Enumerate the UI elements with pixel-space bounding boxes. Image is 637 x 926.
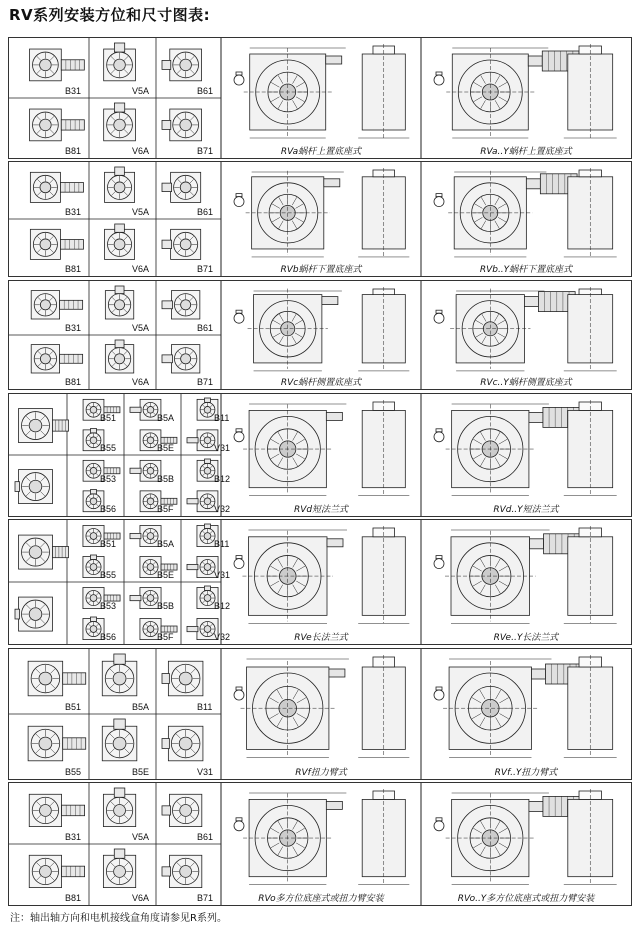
drawing-caption: RVd短法兰式 [293, 505, 349, 515]
footnote: 注：轴出轴方向和电机接线盒角度请参见R系列。 [10, 913, 227, 924]
drawing-caption: RVo多方位底座式或扭力臂安装 [258, 894, 384, 904]
mount-position-label: V6A [132, 146, 150, 156]
gearbox-pictogram [19, 409, 69, 443]
mount-position-label: B51 [100, 539, 117, 549]
section-b [8, 161, 632, 277]
dimension-drawing [234, 400, 409, 496]
gearbox-pictogram [31, 345, 82, 373]
gearbox-pictogram [29, 794, 84, 826]
mount-position-label: B55 [100, 443, 117, 453]
mount-position-label: V31 [197, 767, 214, 777]
mount-position-label: B11 [214, 412, 230, 423]
drawing-caption: RVo..Y多方位底座式或扭力臂安装 [457, 894, 595, 904]
drawing-caption: RVe长法兰式 [294, 633, 348, 643]
gearbox-pictogram [102, 654, 137, 696]
mount-position-label: B5B [157, 473, 175, 484]
mount-position-label: B55 [65, 767, 82, 777]
gearbox-pictogram [162, 726, 203, 761]
mount-position-label: V6A [132, 264, 150, 274]
mount-position-label: V6A [132, 377, 150, 387]
mount-position-label: B61 [197, 323, 214, 333]
drawing-caption: RVb蜗杆下置底座式 [280, 265, 362, 275]
mount-position-label: B55 [100, 570, 117, 580]
section-f [8, 648, 632, 780]
gearbox-pictogram [28, 661, 86, 696]
drawing-caption: RVc..Y蜗杆侧置底座式 [480, 378, 572, 388]
dimension-drawing [234, 655, 409, 757]
mount-position-label: B81 [65, 264, 82, 274]
mount-position-label: B81 [65, 893, 82, 903]
mount-position-label: B71 [197, 893, 214, 903]
gearbox-pictogram [104, 103, 136, 141]
mount-position-label: B71 [197, 146, 214, 156]
mount-position-label: B53 [100, 601, 117, 611]
gearbox-pictogram [162, 345, 200, 373]
gearbox-pictogram [162, 291, 200, 319]
gearbox-pictogram [162, 229, 201, 259]
mount-position-label: B12 [214, 601, 231, 611]
gearbox-pictogram [105, 340, 133, 373]
dimension-drawing [434, 526, 617, 623]
dimension-drawing [434, 655, 617, 757]
mount-position-label: V5A [132, 323, 150, 333]
mount-position-label: B61 [197, 832, 214, 842]
gearbox-pictogram [15, 597, 53, 631]
mount-position-label: B5E [157, 570, 175, 580]
gearbox-pictogram [28, 726, 86, 761]
dimension-drawing [434, 400, 617, 496]
mount-position-label: B51 [100, 412, 117, 423]
section-o [8, 782, 632, 906]
gearbox-pictogram [30, 49, 85, 81]
dimension-drawing [434, 789, 617, 885]
dimension-drawing [234, 168, 409, 257]
mount-position-label: V31 [214, 443, 231, 453]
mount-position-label: B71 [197, 377, 214, 387]
drawing-caption: RVc蜗杆侧置底座式 [280, 378, 362, 388]
mount-position-label: V31 [214, 570, 231, 580]
gearbox-pictogram [29, 855, 84, 887]
section-d [8, 393, 632, 517]
mount-position-label: B31 [65, 323, 82, 333]
mount-position-label: V32 [214, 504, 231, 514]
gearbox-pictogram [19, 535, 69, 569]
gearbox-pictogram [103, 849, 135, 888]
drawing-caption: RVa..Y蜗杆上置底座式 [480, 147, 572, 157]
mount-position-label: B11 [214, 539, 230, 549]
mount-position-label: B11 [197, 702, 213, 712]
mount-position-label: B61 [197, 207, 214, 217]
gearbox-pictogram [162, 49, 202, 81]
mount-position-label: B53 [100, 473, 117, 484]
dimension-drawing [234, 44, 409, 138]
page-title: RV系列安装方位和尺寸图表: [9, 6, 211, 24]
gearbox-pictogram [15, 470, 53, 504]
mount-position-label: B81 [65, 377, 82, 387]
drawing-caption: RVd..Y短法兰式 [493, 505, 559, 515]
gearbox-pictogram [162, 109, 202, 141]
gearbox-pictogram [31, 291, 82, 319]
dimension-drawing [234, 526, 409, 623]
drawing-caption: RVe..Y长法兰式 [493, 633, 559, 643]
gearbox-pictogram [30, 229, 83, 259]
mount-position-label: B5F [157, 632, 174, 642]
mount-position-label: B31 [65, 832, 82, 842]
gearbox-pictogram [30, 172, 83, 202]
dimension-drawing [434, 44, 617, 138]
gearbox-pictogram [30, 109, 85, 141]
gearbox-pictogram [162, 794, 202, 826]
mount-position-label: B61 [197, 86, 214, 96]
drawing-caption: RVf扭力臂式 [295, 768, 347, 778]
mount-position-label: B5A [132, 702, 150, 712]
mount-position-label: B56 [100, 632, 117, 642]
gearbox-pictogram [105, 167, 135, 202]
mount-position-label: B5E [132, 767, 150, 777]
gearbox-pictogram [162, 661, 203, 696]
dimension-drawing [234, 789, 409, 885]
gearbox-pictogram [105, 224, 135, 259]
gearbox-pictogram [105, 286, 133, 319]
mount-position-label: B5F [157, 504, 174, 514]
gearbox-pictogram [102, 719, 137, 761]
mount-position-label: B56 [100, 504, 117, 514]
mount-position-label: B81 [65, 146, 82, 156]
gearbox-pictogram [103, 788, 135, 827]
dimension-drawing [434, 168, 617, 257]
mount-position-label: B5B [157, 601, 175, 611]
section-a [8, 37, 632, 159]
drawing-caption: RVb..Y蜗杆下置底座式 [479, 265, 573, 275]
mount-position-label: B12 [214, 473, 231, 484]
section-e [8, 519, 632, 645]
mount-position-label: B5E [157, 443, 175, 453]
gearbox-pictogram [162, 172, 201, 202]
drawing-caption: RVf..Y扭力臂式 [494, 768, 558, 778]
dimension-drawing [234, 287, 409, 371]
mount-position-label: B51 [65, 702, 82, 712]
mount-position-label: V5A [132, 832, 150, 842]
gearbox-pictogram [162, 855, 202, 887]
gearbox-pictogram [104, 43, 136, 81]
mount-position-label: B31 [65, 86, 82, 96]
section-c [8, 280, 632, 390]
mount-position-label: B5A [157, 539, 175, 549]
mount-position-label: V5A [132, 207, 150, 217]
dimension-drawing [434, 287, 617, 371]
mount-position-label: B31 [65, 207, 82, 217]
drawing-caption: RVa蜗杆上置底座式 [280, 147, 362, 157]
mount-position-label: B5A [157, 412, 175, 423]
mount-position-label: V6A [132, 893, 150, 903]
mount-position-label: B71 [197, 264, 214, 274]
mount-position-label: V32 [214, 632, 231, 642]
mount-position-label: V5A [132, 86, 150, 96]
